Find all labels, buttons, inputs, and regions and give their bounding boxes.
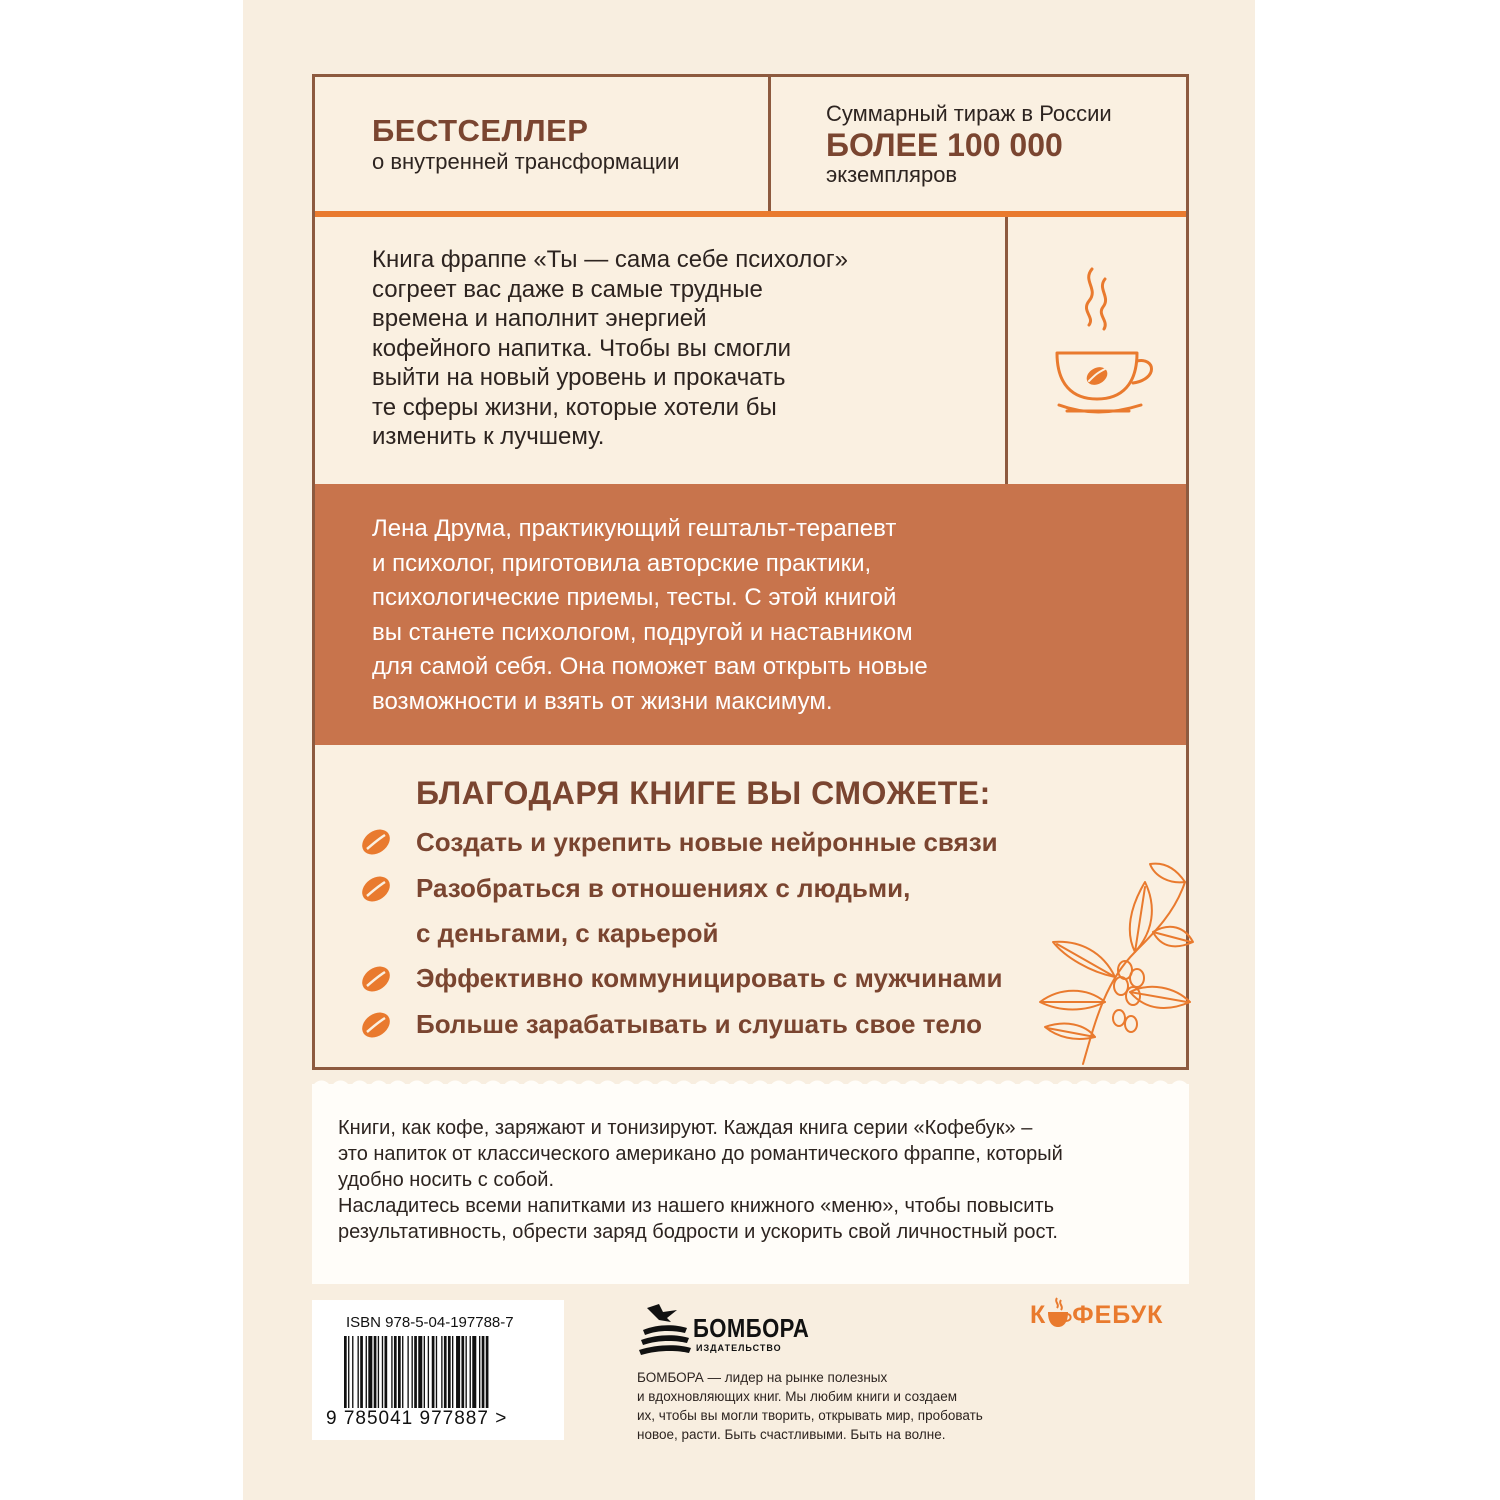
top-row <box>315 77 1186 211</box>
barcode-bar <box>402 1336 403 1408</box>
bombora-logo-icon <box>637 1300 692 1360</box>
author-line: для самой себя. Она поможет вам открыть новые <box>372 653 928 680</box>
benefit-item: Создать и укрепить новые нейронные связи <box>416 827 998 857</box>
coffee-bean-icon <box>359 963 393 995</box>
intro-line: выйти на новый уровень и прокачать <box>372 364 786 391</box>
barcode-bar <box>466 1336 467 1408</box>
series-info-line: Книги, как кофе, заряжают и тонизируют. Каждая книга серии «Кофебук» – <box>338 1117 1033 1139</box>
barcode-bar <box>398 1336 401 1408</box>
barcode-bar <box>391 1336 392 1408</box>
coffee-bean-icon <box>359 1009 393 1041</box>
publisher-desc-line: их, чтобы вы могли творить, открывать мир, пробовать <box>637 1408 983 1423</box>
barcode-bar <box>378 1336 379 1408</box>
intro-line: кофейного напитка. Чтобы вы смогли <box>372 334 792 362</box>
barcode-bar <box>448 1336 451 1408</box>
publisher-description <box>637 1368 1057 1444</box>
publisher-desc-line: и вдохновляющих книг. Мы любим книги и создаем <box>637 1389 958 1404</box>
kofebook-prefix: К <box>1030 1301 1047 1329</box>
author-line: возможности и взять от жизни максимум. <box>372 687 833 715</box>
series-info-line: результативность, обрести заряд бодрости и ускорить свой личностный рост. <box>338 1221 1058 1243</box>
barcode-bar <box>414 1336 417 1408</box>
barcode-bar <box>348 1336 349 1408</box>
barcode-bar <box>360 1336 363 1408</box>
barcode-bar <box>444 1336 447 1408</box>
intro-paragraph <box>372 245 972 452</box>
tirage-count: БОЛЕЕ 100 000 <box>826 127 1063 163</box>
publisher-desc-line: новое, расти. Быть счастливыми. Быть на волне. <box>637 1427 946 1442</box>
barcode-bar <box>394 1336 397 1408</box>
kofebook-series-logo <box>1030 1296 1163 1330</box>
intro-line: согреет вас даже в самые трудные <box>372 275 763 303</box>
scallop-edge-bottom <box>312 1270 1189 1282</box>
tirage-unit: экземпляров <box>826 162 958 187</box>
publisher-name: БОМБОРА <box>693 1313 810 1343</box>
bestseller-subtitle: о внутренней трансформации <box>372 149 680 174</box>
bestseller-title: БЕСТСЕЛЛЕР <box>372 113 589 148</box>
benefit-item: Разобраться в отношениях с людьми, <box>416 873 911 903</box>
author-line: вы станете психологом, подругой и наставником <box>372 618 913 646</box>
series-info-line: Насладитесь всеми напитками из нашего книжного «меню», чтобы повысить <box>338 1195 1055 1217</box>
top-divider <box>768 77 771 211</box>
tirage-label: Суммарный тираж в России <box>826 101 1112 126</box>
barcode-bar <box>374 1336 377 1408</box>
barcode-bar <box>412 1336 413 1408</box>
coffee-branch-icon <box>1035 852 1195 1067</box>
barcode-bar <box>358 1336 359 1408</box>
barcode-bar <box>352 1336 353 1408</box>
publisher-desc-line: БОМБОРА — лидер на рынке полезных <box>637 1370 888 1385</box>
author-line: и психолог, приготовила авторские практики, <box>372 549 872 577</box>
coffee-cup-icon <box>1046 1296 1072 1330</box>
barcode <box>344 1336 534 1408</box>
intro-line: те сферы жизни, которые хотели бы <box>372 393 777 421</box>
barcode-bar <box>452 1336 453 1408</box>
benefit-item: Эффективно коммуницировать с мужчинами <box>416 963 1003 993</box>
benefit-item-continued: с деньгами, с карьерой <box>416 918 719 948</box>
coffee-bean-icon <box>359 826 393 858</box>
intro-line: времена и наполнит энергией <box>372 305 707 332</box>
barcode-bar <box>385 1336 388 1408</box>
barcode-bar <box>382 1336 383 1408</box>
intro-line: изменить к лучшему. <box>372 423 605 450</box>
barcode-bar <box>344 1336 347 1408</box>
kofebook-suffix: ФЕБУК <box>1072 1301 1164 1329</box>
barcode-bar <box>470 1336 471 1408</box>
author-paragraph <box>372 512 1112 719</box>
barcode-bar <box>418 1336 422 1408</box>
barcode-bar <box>436 1336 437 1408</box>
series-info-line: это напиток от классического американо до романтического фраппе, который <box>338 1143 1063 1165</box>
barcode-bar <box>441 1336 442 1408</box>
barcode-bar <box>366 1336 367 1408</box>
intro-line: Книга фраппе «Ты — сама себе психолог» <box>372 246 848 273</box>
author-line: Лена Друма, практикующий гештальт-терапевт <box>372 515 897 542</box>
barcode-bar <box>432 1336 435 1408</box>
benefit-item: Больше зарабатывать и слушать свое тело <box>416 1009 982 1039</box>
cup-divider <box>1005 217 1008 484</box>
barcode-bar <box>368 1336 372 1408</box>
barcode-box <box>312 1300 564 1440</box>
author-block <box>315 484 1186 745</box>
barcode-bar <box>486 1336 489 1408</box>
author-line: психологические приемы, тесты. С этой книгой <box>372 584 897 611</box>
barcode-bar <box>479 1336 480 1408</box>
isbn-label: ISBN 978-5-04-197788-7 <box>346 1314 514 1331</box>
barcode-bar <box>472 1336 476 1408</box>
series-info-line: удобно носить с собой. <box>338 1169 554 1191</box>
barcode-bar <box>424 1336 425 1408</box>
content-frame <box>312 74 1189 1070</box>
coffee-cup-icon <box>1037 259 1167 429</box>
barcode-bar <box>428 1336 429 1408</box>
series-info-text <box>338 1115 1168 1245</box>
publisher-subtitle: ИЗДАТЕЛЬСТВО <box>696 1343 782 1353</box>
barcode-bar <box>461 1336 464 1408</box>
barcode-bar <box>407 1336 408 1408</box>
barcode-digits: 9 785041 977887 > <box>326 1408 508 1429</box>
coffee-bean-icon <box>359 873 393 905</box>
benefits-title: БЛАГОДАРЯ КНИГЕ ВЫ СМОЖЕТЕ: <box>416 775 991 811</box>
orange-rule <box>315 211 1186 217</box>
barcode-bar <box>456 1336 460 1408</box>
barcode-bar <box>482 1336 485 1408</box>
